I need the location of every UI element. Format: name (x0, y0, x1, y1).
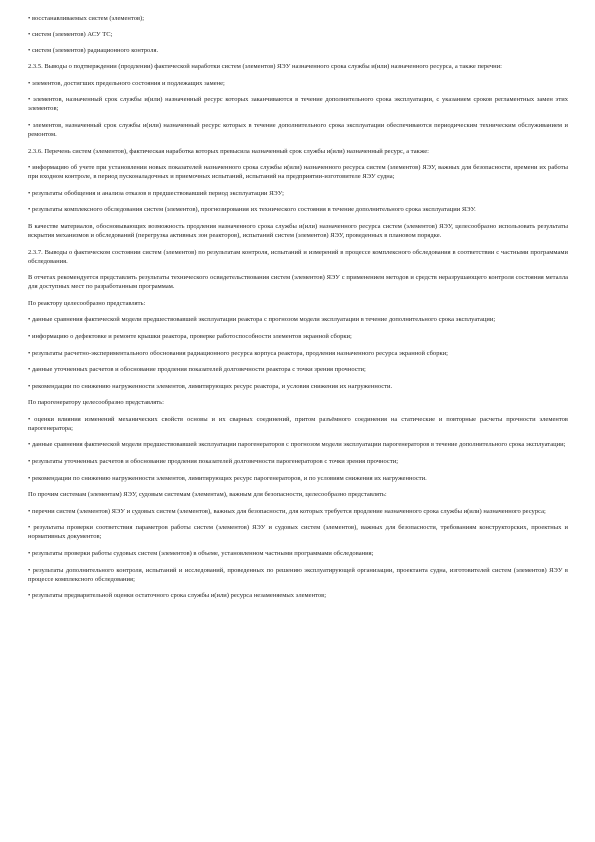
document-body (28, 14, 568, 608)
section-2-3-7-paragraph: 2.3.7. Выводы о фактическом состоянии систем (элементов) по результатам контроля, испытаний и измерений в процессе комплексного обследования в соответствии с частными программами обследования. (28, 248, 568, 265)
justification-materials-paragraph: В качестве материалов, обосновывающих возможность продления назначенного срока службы и(или) назначенного ресурса систем (элементов) ЯЭУ, целесообразно использовать результаты вскрытия механизмов и обследований (перегрузка активных зон реакторов), испытаний систем (элементов) ЯЭУ, проведенных в плановом порядке. (28, 222, 568, 239)
list-item-sg-model-comparison: • данные сравнения фактической модели предшествовавшей эксплуатации парогенераторов с прогнозом модели эксплуатации парогенераторов в течение дополнительного срока эксплуатации; (28, 441, 566, 449)
list-item-limit-state-elements: • элементов, достигших предельного состояния и подлежащих замене; (28, 79, 225, 87)
section-2-3-6-paragraph: 2.3.6. Перечень систем (элементов), фактическая наработка которых превысила назначенный срок службы и(или) назначенный ресурс, а также: (28, 147, 429, 155)
list-item-reactor-durability: • данные уточненных расчетов и обоснование продления показателей долговечности реактора с точки зрения прочности; (28, 366, 366, 374)
list-item-comprehensive-inspection: • результаты комплексного обследования систем (элементов), прогнозирования их технического состояния в течение дополнительного срока эксплуатации ЯЭУ. (28, 206, 476, 214)
list-item-additional-testing: • результаты дополнительного контроля, испытаний и исследований, проведенных по решению эксплуатирующей организации, проектанта судна, изготовителей систем (элементов) ЯЭУ в процессе комплексного обследования; (28, 566, 568, 583)
list-item-reactor-radiation-resource: • результаты расчетно-экспериментального обоснования радиационного ресурса корпуса реактора, продления назначенного ресурса экранной сборки; (28, 349, 448, 357)
list-item-reactor-load-reduction: • рекомендации по снижению нагруженности элементов, лимитирующих ресурс реактора, и условия снижения их нагруженности. (28, 382, 393, 390)
list-item-scheduled-replacement-elements: • элементов, назначенный срок службы и(или) назначенный ресурс которых заканчиваются в течение дополнительного срока эксплуатации, с указанием сроков регламентных замен этих элементов; (28, 96, 568, 113)
list-item-sg-mechanical-properties: • оценки влияния изменений механических свойств основы и их сварных соединений, притом разъёмного соединения на статические и повторные расчеты прочности элементов парогенератора; (28, 415, 568, 432)
section-2-3-5-paragraph: 2.3.5. Выводы о подтверждении (продлении) фактической наработки систем (элементов) ЯЭУ назначенного срока службы и(или) назначенного ресурса, а также перечни: (28, 63, 502, 71)
list-item-sg-durability: • результаты уточненных расчетов и обоснование продления показателей долговечности парогенераторов с точки зрения прочности; (28, 458, 399, 466)
list-item-reactor-model-comparison: • данные сравнения фактической модели предшествовавшей эксплуатации реактора с прогнозом модели эксплуатации в течение дополнительного срока эксплуатации; (28, 316, 496, 324)
list-item-failure-analysis: • результаты обобщения и анализа отказов в предшествовавший период эксплуатации ЯЭУ; (28, 189, 284, 197)
list-item-asu-ts-systems: • систем (элементов) АСУ ТС; (28, 30, 113, 38)
other-systems-heading: По прочим системам (элементам) ЯЭУ, судовым системам (элементам), важным для безопасности, целесообразно представлять: (28, 491, 387, 499)
list-item-systems-requiring-extension: • перечни систем (элементов) ЯЭУ и судовых систем (элементов), важных для безопасности, для которых требуется продление назначенного срока службы и(или) назначенного ресурса; (28, 507, 546, 515)
steam-generator-heading: По парогенератору целесообразно представлять: (28, 399, 164, 407)
list-item-maintained-elements: • элементов, назначенный срок службы и(или) назначенный ресурс которых в течение дополнительного срока эксплуатации обеспечиваются периодическим техническим обслуживанием и ремонтом. (28, 121, 568, 138)
list-item-new-indicators-info: • информацию об учете при установлении новых показателей назначенного срока службы и(или) назначенного ресурса систем (элементов) ЯЭУ, важных для безопасности, времени их работы при входном контроле, в период пусконаладочных и приемочных испытаний, испытаний на предприятии-изготовителе ЯЭУ судна; (28, 164, 568, 181)
reactor-heading: По реактору целесообразно представлять: (28, 299, 146, 307)
list-item-residual-life-estimate: • результаты предварительной оценки остаточного срока службы и(или) ресурса незаменяемых элементов; (28, 592, 327, 600)
list-item-restorable-systems: • восстанавливаемых систем (элементов); (28, 15, 145, 22)
list-item-ship-systems-check: • результаты проверки работы судовых систем (элементов) в объеме, установленном частными программами обследования; (28, 550, 374, 558)
list-item-reactor-lid-repair: • информацию о дефектовке и ремонте крышки реактора, проверке работоспособности элементов экранной сборки; (28, 332, 352, 340)
list-item-radiation-control-systems: • систем (элементов) радиационного контроля. (28, 46, 159, 54)
list-item-parameter-compliance: • результаты проверки соответствия параметров работы систем (элементов) ЯЭУ и судовых систем (элементов), важных для безопасности, требованиям конструкторских, проектных и нормативных документов; (28, 524, 568, 541)
list-item-sg-load-reduction: • рекомендации по снижению нагруженности элементов, лимитирующих ресурс парогенераторов, и по условиям снижения их нагруженности. (28, 474, 427, 482)
reports-recommendation-paragraph: В отчетах рекомендуется представлять результаты технического освидетельствования систем (элементов) ЯЭУ с применением методов и средств неразрушающего контроля состояния металла для доступных мест по разработанным программам. (28, 274, 568, 291)
